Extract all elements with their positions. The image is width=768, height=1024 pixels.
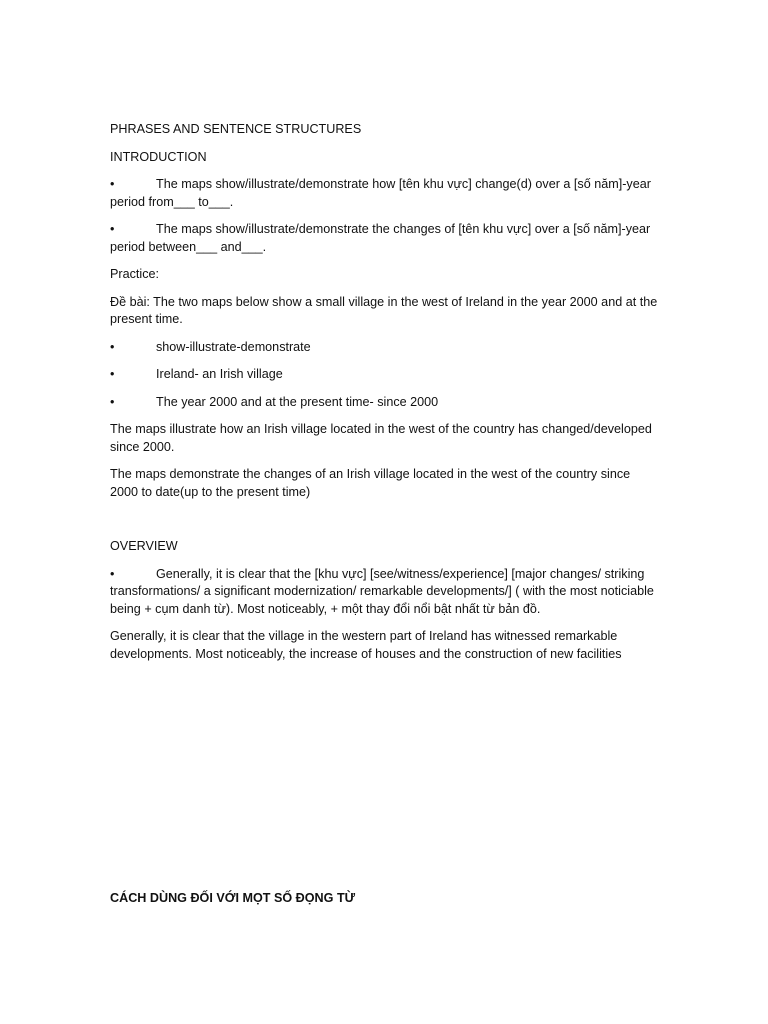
overview-sample: Generally, it is clear that the village in the western part of Ireland has witnessed remarkable developments. Most noticeably, the increase of houses and the construction of new facilities: [110, 629, 622, 661]
sample-sentence-1: The maps illustrate how an Irish village located in the west of the country has changed/developed since 2000.: [110, 422, 652, 454]
overview-bullet: [110, 566, 658, 619]
intro-bullet-2-text: The maps show/illustrate/demonstrate the changes of [tên khu vực] over a [số năm]-year period between___ and___.: [110, 222, 651, 254]
verbs-usage-heading: CÁCH DÙNG ĐỐI VỚI MỌT SỐ ĐỌNG TỪ: [110, 891, 356, 905]
bullet-icon: •: [110, 566, 115, 581]
bullet-icon: •: [110, 339, 115, 354]
practice-bullet-2-text: Ireland- an Irish village: [156, 367, 283, 381]
spacer: [110, 511, 658, 538]
intro-bullet-1: [110, 176, 658, 211]
practice-bullet-3: [110, 394, 658, 412]
practice-bullet-3-text: The year 2000 and at the present time- since 2000: [156, 394, 439, 409]
intro-bullet-2: [110, 221, 658, 256]
practice-bullet-1-text: show-illustrate-demonstrate: [156, 339, 311, 354]
document-body: [110, 121, 658, 673]
task-prompt: Đề bài: The two maps below show a small village in the west of Ireland in the year 2000 and at the present time.: [110, 294, 658, 326]
practice-label: Practice:: [110, 267, 159, 281]
introduction-heading: INTRODUCTION: [110, 149, 207, 164]
practice-bullet-2: [110, 366, 658, 384]
sample-sentence-2: The maps demonstrate the changes of an Irish village located in the west of the country since 2000 to date(up to the present time): [110, 467, 631, 499]
bullet-icon: •: [110, 177, 115, 191]
overview-heading: OVERVIEW: [110, 539, 178, 553]
document-title: PHRASES AND SENTENCE STRUCTURES: [110, 122, 362, 136]
intro-bullet-1-text: The maps show/illustrate/demonstrate how [tên khu vực] change(d) over a [số năm]-year period from___ to___.: [110, 177, 651, 209]
bullet-icon: •: [110, 394, 115, 409]
bullet-icon: •: [110, 367, 115, 381]
overview-bullet-text: Generally, it is clear that the [khu vực] [see/witness/experience] [major changes/ striking transformations/ a significant modernization/ remarkable developments/] ( with the most noticiable being + cụm danh từ). Most noticeably, + một thay đổi nổi bật nhất từ bản đồ.: [110, 566, 654, 616]
bullet-icon: •: [110, 222, 115, 236]
practice-bullet-1: [110, 339, 658, 357]
